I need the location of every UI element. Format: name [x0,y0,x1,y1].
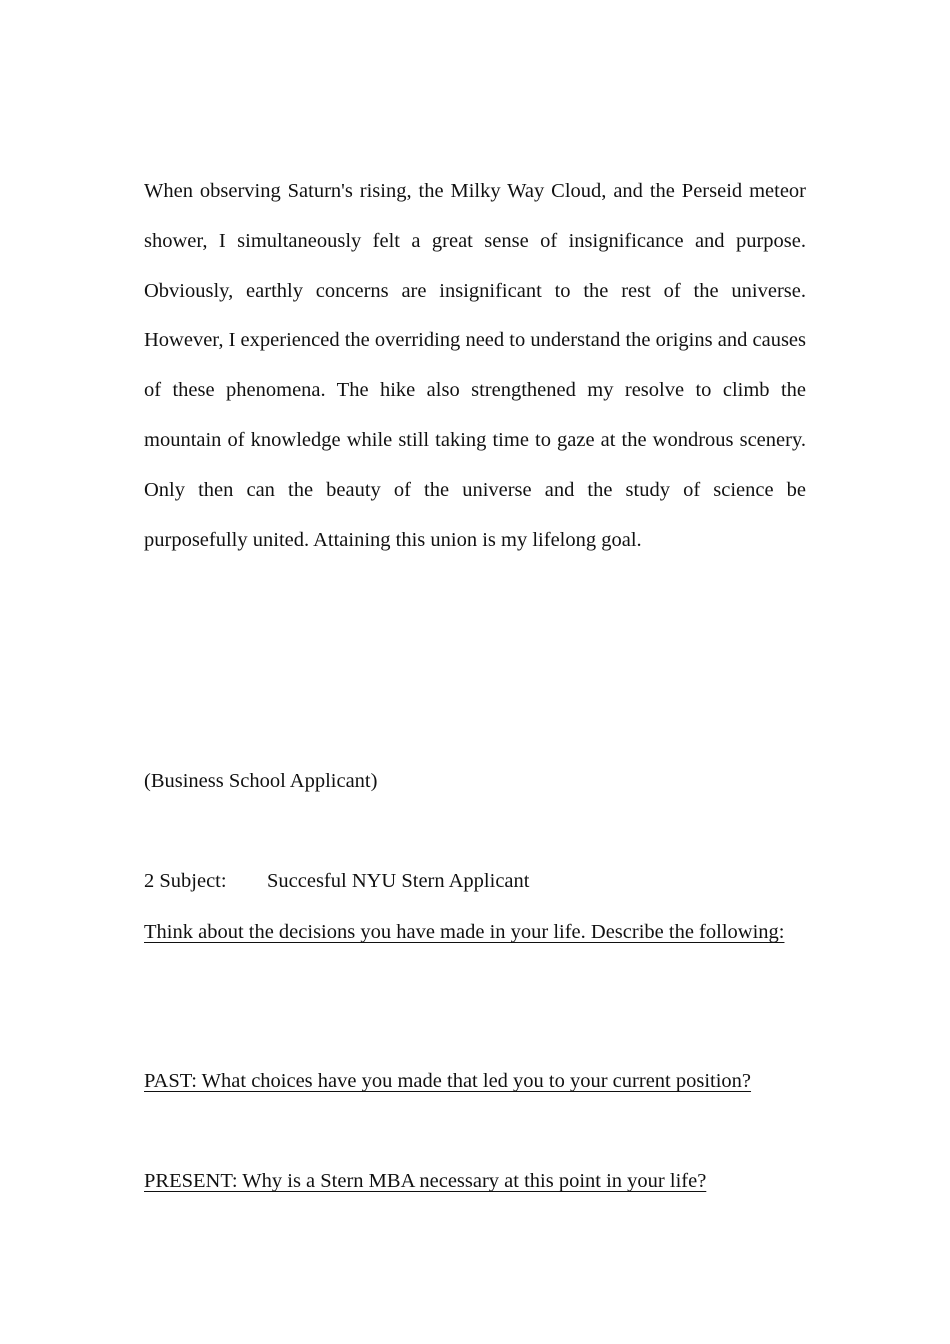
question-past [144,1066,751,1096]
essay-prompt [144,908,806,958]
question-past-text: PAST: What choices have you made that led you to your current position? [144,1070,752,1092]
essay-paragraph: When observing Saturn's rising, the Milky Way Cloud, and the Perseid meteor shower, I simultaneously felt a great sense of insignificance and purpose. Obviously, earthly concerns are insignificant to the rest of the universe. However, I experienced the overriding need to understand the origins and causes of these phenomena. The hike also strengthened my resolve to climb the mountain of knowledge while still taking time to gaze at the wondrous scenery. Only then can the beauty of the universe and the study of science be purposefully united. Attaining this union is my lifelong goal. [144,180,806,551]
subject-label: 2 Subject: [144,870,227,892]
prompt-text: Think about the decisions you have made in your life. Describe the following: [144,921,785,943]
question-present-text: PRESENT: Why is a Stern MBA necessary at this point in your life? [144,1170,707,1192]
subject-line [144,866,529,896]
subject-value: Succesful NYU Stern Applicant [267,870,530,892]
applicant-note: (Business School Applicant) [144,770,378,792]
question-present [144,1166,706,1196]
